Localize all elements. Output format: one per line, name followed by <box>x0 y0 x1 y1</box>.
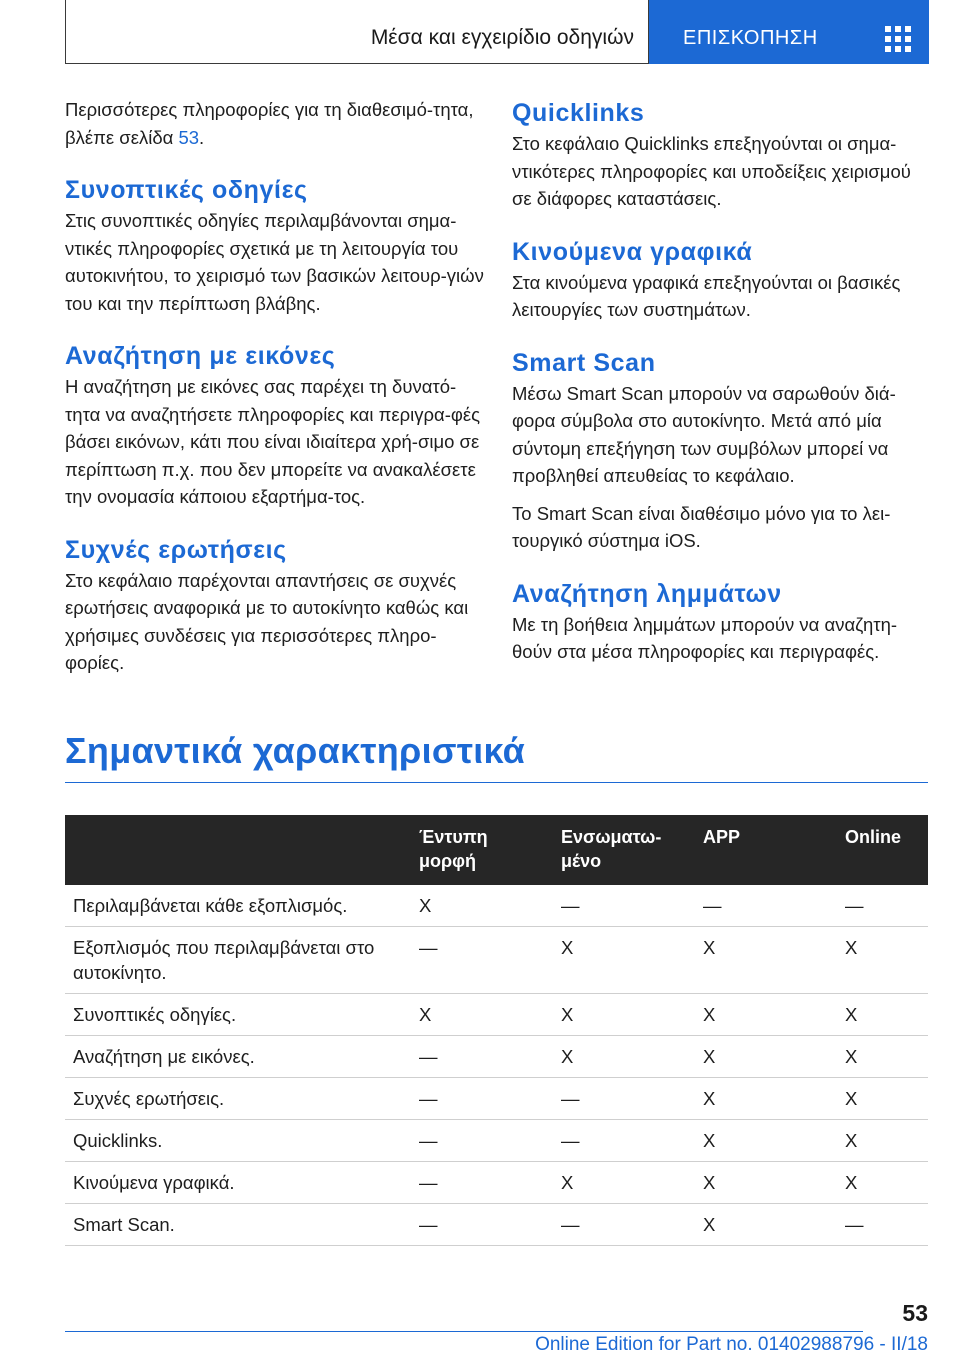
table-cell: — <box>553 1204 695 1246</box>
footer-divider <box>65 1331 863 1332</box>
table-header-cell: Ενσωματω-μένο <box>553 815 695 885</box>
table-cell: X <box>837 1036 928 1078</box>
section-title-quick-guide: Συνοπτικές οδηγίες <box>65 176 308 204</box>
table-row <box>65 1036 928 1078</box>
left-column <box>65 96 485 677</box>
section-text-quicklinks: Στο κεφάλαιο Quicklinks επεξηγούνται οι σημα-ντικότερες πληροφορίες και υποδείξεις χειρισμού σε διάφορες καταστάσεις. <box>512 133 911 209</box>
page-number: 53 <box>902 1300 928 1326</box>
table-cell: X <box>695 1162 837 1204</box>
table-header-cell: Online <box>837 815 928 885</box>
table-cell: X <box>695 927 837 994</box>
grid-icon[interactable] <box>885 26 911 52</box>
table-cell: — <box>837 885 928 927</box>
table-cell: — <box>695 885 837 927</box>
section-text-quick-guide: Στις συνοπτικές οδηγίες περιλαμβάνονται σημα-ντικές πληροφορίες σχετικά με τη λειτουργία του αυτοκινήτου, το χειρισμό των βασικών λειτουρ-γιών του και την περίπτωση βλάβης. <box>65 210 484 314</box>
table-cell: X <box>553 994 695 1036</box>
table-cell: — <box>411 1204 553 1246</box>
table-cell: Περιλαμβάνεται κάθε εξοπλισμός. <box>65 885 411 927</box>
table-cell: Κινούμενα γραφικά. <box>65 1162 411 1204</box>
table-cell: — <box>553 1078 695 1120</box>
table-cell: X <box>695 1204 837 1246</box>
header-title: Μέσα και εγχειρίδιο οδηγιών <box>370 26 634 49</box>
table-cell: Smart Scan. <box>65 1204 411 1246</box>
section-title-faq: Συχνές ερωτήσεις <box>65 535 287 564</box>
section-text-smart-scan-ios: Το Smart Scan είναι διαθέσιμο μόνο για το λει-τουργικό σύστημα iOS. <box>512 502 891 551</box>
right-column <box>512 96 932 666</box>
intro-end: . <box>199 126 205 148</box>
features-heading: Σημαντικά χαρακτηριστικά <box>65 730 928 783</box>
table-cell: X <box>695 1036 837 1078</box>
table-cell: X <box>837 994 928 1036</box>
table-row <box>65 1204 928 1246</box>
table-row <box>65 994 928 1036</box>
table-cell: X <box>695 1120 837 1162</box>
table-cell: — <box>553 1120 695 1162</box>
table-row <box>65 1078 928 1120</box>
table-row <box>65 927 928 994</box>
table-cell: — <box>411 1162 553 1204</box>
features-table <box>65 815 928 1246</box>
table-header-cell: APP <box>695 815 837 885</box>
table-cell: Quicklinks. <box>65 1120 411 1162</box>
table-cell: Αναζήτηση με εικόνες. <box>65 1036 411 1078</box>
table-header-cell <box>65 815 411 885</box>
tab-overview-label: ΕΠΙΣΚΟΠΗΣΗ <box>683 27 818 49</box>
section-title-quicklinks: Quicklinks <box>512 99 645 127</box>
table-row <box>65 885 928 927</box>
table-cell: — <box>411 927 553 994</box>
page-link[interactable]: 53 <box>178 126 200 148</box>
table-cell: — <box>837 1204 928 1246</box>
table-cell: X <box>411 994 553 1036</box>
table-cell: — <box>553 885 695 927</box>
table-cell: X <box>837 927 928 994</box>
table-cell: Συνοπτικές οδηγίες. <box>65 994 411 1036</box>
section-text-faq: Στο κεφάλαιο παρέχονται απαντήσεις σε συχνές ερωτήσεις αναφορικά με το αυτοκίνητο καθώς και χρήσιμες συνδέσεις για περισσότερες πληρο-φορίες. <box>65 569 469 673</box>
table-cell: X <box>837 1078 928 1120</box>
section-text-image-search: Η αναζήτηση με εικόνες σας παρέχει τη δυνατό-τητα να αναζητήσετε πληροφορίες και περιγρα-φές βάσει εικόνων, κάτι που είναι ιδιαίτερα χρή-σιμο σε περίπτωση π.χ. που δεν μπορείτε να ανακαλέσετε την ονομασία κάποιου εξαρτήμα-τος. <box>65 376 481 507</box>
table-cell: X <box>695 1078 837 1120</box>
table-cell: X <box>553 1036 695 1078</box>
section-text-keyword-search: Με τη βοήθεια λημμάτων μπορούν να αναζητη-θούν στα μέσα πληροφορίες και περιγραφές. <box>512 613 898 662</box>
intro-paragraph <box>65 96 485 151</box>
table-row <box>65 1162 928 1204</box>
section-text-animations: Στα κινούμενα γραφικά επεξηγούνται οι βασικές λειτουργίες των συστημάτων. <box>512 271 901 320</box>
table-cell: Εξοπλισμός που περιλαμβάνεται στο αυτοκίνητο. <box>65 927 411 994</box>
table-cell: X <box>837 1162 928 1204</box>
table-cell: — <box>411 1120 553 1162</box>
table-cell: — <box>411 1078 553 1120</box>
section-title-smart-scan: Smart Scan <box>512 348 656 377</box>
table-cell: — <box>411 1036 553 1078</box>
intro-text: Περισσότερες πληροφορίες για τη διαθεσιμό-τητα, βλέπε σελίδα <box>65 99 474 148</box>
table-cell: X <box>695 994 837 1036</box>
table-cell: X <box>411 885 553 927</box>
table-cell: Συχνές ερωτήσεις. <box>65 1078 411 1120</box>
table-cell: X <box>837 1120 928 1162</box>
table-header-row <box>65 815 928 885</box>
section-title-image-search: Αναζήτηση με εικόνες <box>65 342 336 370</box>
header-title-box <box>65 0 649 64</box>
table-cell: X <box>553 1162 695 1204</box>
section-title-keyword-search: Αναζήτηση λημμάτων <box>512 579 782 608</box>
table-row <box>65 1120 928 1162</box>
section-text-smart-scan: Μέσω Smart Scan μπορούν να σαρωθούν διά-φορα σύμβολα στο αυτοκίνητο. Μετά από μία σύντομη επεξήγηση των συμβόλων μπορεί να προβληθεί απευθείας το κεφάλαιο. <box>512 382 896 486</box>
tab-overview[interactable] <box>649 0 929 64</box>
table-header-cell: Έντυπη μορφή <box>411 815 553 885</box>
footer-edition: Online Edition for Part no. 01402988796 - II/18 <box>535 1334 928 1355</box>
table-cell: X <box>553 927 695 994</box>
section-title-animations: Κινούμενα γραφικά <box>512 237 753 266</box>
